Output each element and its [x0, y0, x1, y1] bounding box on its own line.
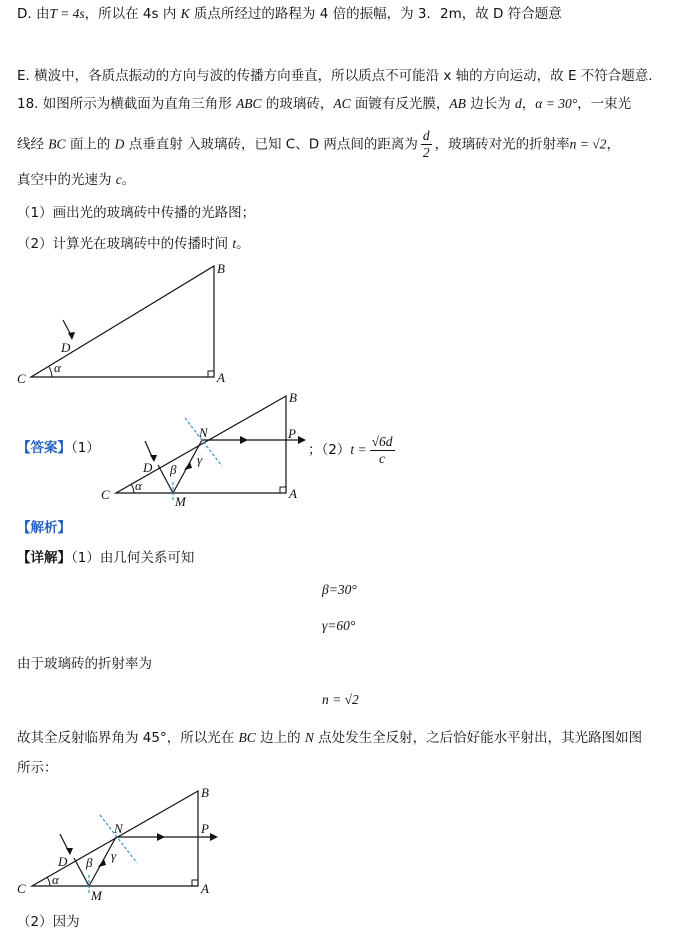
detail-line: 【详解】（1）由几何关系可知	[17, 550, 195, 566]
n-equation: n = √2	[322, 692, 359, 707]
solution-label-p: P	[201, 821, 209, 836]
label-b: B	[217, 261, 225, 276]
answer-label-beta: β	[170, 462, 177, 477]
solution-label-m: M	[91, 888, 102, 903]
answer-label-alpha: α	[135, 478, 142, 493]
refraction-text: 由于玻璃砖的折射率为	[17, 656, 152, 672]
gamma-equation: γ=60°	[322, 618, 356, 633]
answer-label-c: C	[101, 487, 110, 502]
tir-text-line-1: 故其全反射临界角为 45°，所以光在 BC 边上的 N 点处发生全反射，之后恰好能水平射出，其光路图如图	[17, 730, 643, 746]
solution-label-b: B	[201, 785, 209, 800]
answer-label-n: N	[199, 425, 208, 440]
answer-label-gamma: γ	[197, 452, 203, 467]
option-e-text: E. 横波中，各质点振动的方向与波的传播方向垂直，所以质点不可能沿 x 轴的方向运动，故 E 不符合题意．	[17, 68, 662, 84]
solution-label-gamma: γ	[111, 848, 117, 863]
answer-label-b: B	[289, 390, 297, 405]
analysis-label: 【解析】	[17, 520, 71, 536]
label-a: A	[217, 370, 225, 385]
question-18-line-2: 线经 BC 面上的 D 点垂直射 入玻璃砖，已知 C、D 两点间的距离为 $\frac{d}{2}$ ，玻璃砖对光的折射率n = √2，	[17, 128, 620, 160]
question-18-line-1: 18. 如图所示为横截面为直角三角形 ABC 的玻璃砖，AC 面镀有反光膜，AB 边长为 d，α = 30°，一束光	[17, 96, 632, 112]
part-2-text: （2）因为	[17, 914, 80, 930]
solution-label-d: D	[58, 854, 68, 869]
question-18-line-3: 真空中的光速为 c。	[17, 172, 136, 188]
answer-label: 【答案】（1）	[17, 440, 100, 456]
answer-label-a: A	[289, 486, 297, 501]
tir-text-line-2: 所示：	[17, 760, 58, 776]
cd-distance-fraction: $\frac{d}{2}$	[422, 128, 430, 160]
solution-label-beta: β	[86, 855, 93, 870]
answer-part-2: ；（2）t = $\frac{√6d}{c}$	[308, 433, 393, 466]
solution-label-c: C	[17, 881, 26, 896]
solution-label-alpha: α	[52, 872, 59, 887]
answer-label-d: D	[143, 460, 153, 475]
answer-time-fraction: $\frac{√6d}{c}$	[371, 433, 393, 466]
option-d-text: D. 由T = 4s，所以在 4s 内 K 质点所经过的路程为 4 倍的振幅，为 3．2m，故 D 符合题意	[17, 6, 562, 22]
solution-label-a: A	[201, 881, 209, 896]
label-c: C	[17, 371, 26, 386]
solution-label-n: N	[114, 821, 123, 836]
answer-label-p: P	[288, 426, 296, 441]
sub-question-1: （1）画出光的玻璃砖中传播的光路图；	[17, 205, 256, 221]
answer-label-m: M	[175, 494, 186, 509]
beta-equation: β=30°	[322, 582, 357, 597]
sub-question-2: （2）计算光在玻璃砖中的传播时间 t。	[17, 236, 250, 252]
label-alpha: α	[54, 360, 61, 375]
label-d: D	[61, 340, 71, 355]
